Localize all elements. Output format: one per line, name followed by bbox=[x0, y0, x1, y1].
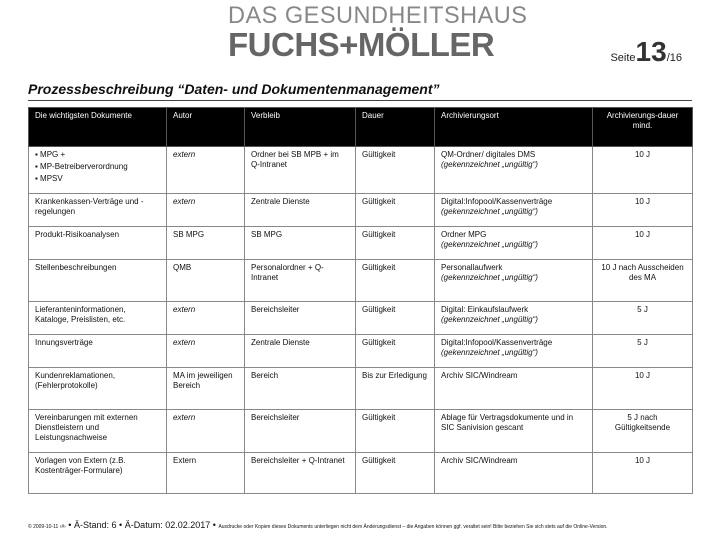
cell-document-line: Kundenreklamationen, (Fehlerprotokolle) bbox=[35, 371, 116, 390]
cell-document bbox=[29, 194, 167, 227]
archive-location: Digital: Einkaufslaufwerk bbox=[441, 305, 529, 314]
cell-document-line: Stellenbeschreibungen bbox=[35, 263, 117, 272]
cell-document-line: ▪ MPG + bbox=[35, 150, 66, 159]
cell-duration bbox=[356, 453, 435, 494]
col-header-duration: Dauer bbox=[356, 108, 435, 147]
page-total: /16 bbox=[666, 52, 682, 64]
cell-archive bbox=[435, 227, 593, 260]
col-header-documents: Die wichtigsten Dokumente bbox=[29, 108, 167, 147]
cell-location-text: Personalordner + Q-Intranet bbox=[251, 263, 324, 282]
cell-retention-text: 10 J bbox=[634, 197, 651, 206]
cell-location-text: SB MPG bbox=[251, 230, 283, 239]
footer-separator: • bbox=[68, 520, 72, 530]
cell-retention bbox=[593, 368, 693, 410]
cell-document bbox=[29, 410, 167, 453]
cell-location-text: Bereich bbox=[251, 371, 279, 380]
footer-revision-stand: Ä-Stand: 6 bbox=[73, 520, 117, 530]
cell-author-text: extern bbox=[173, 413, 196, 422]
footer-copyright: © 2009-10-11 ‹#› bbox=[28, 524, 66, 530]
cell-retention-text: 5 J bbox=[637, 305, 648, 314]
cell-document bbox=[29, 368, 167, 410]
cell-document-line: Vorlagen von Extern (z.B. Kostenträger-Formulare) bbox=[35, 456, 126, 475]
cell-duration-text: Gültigkeit bbox=[362, 413, 396, 422]
footer-separator: • bbox=[119, 520, 123, 530]
cell-archive bbox=[435, 453, 593, 494]
cell-location bbox=[245, 335, 356, 368]
cell-archive bbox=[435, 335, 593, 368]
cell-location bbox=[245, 227, 356, 260]
cell-author bbox=[167, 453, 245, 494]
cell-retention-text: 5 J bbox=[637, 338, 648, 347]
archive-note: (gekennzeichnet „ungültig“) bbox=[441, 160, 538, 169]
cell-duration-text: Gültigkeit bbox=[362, 150, 396, 159]
cell-location bbox=[245, 194, 356, 227]
archive-note: (gekennzeichnet „ungültig“) bbox=[441, 240, 538, 249]
cell-retention bbox=[593, 227, 693, 260]
cell-document-line: Produkt-Risikoanalysen bbox=[35, 230, 120, 239]
cell-retention-text: 5 J nach Gültigkeitsende bbox=[614, 413, 671, 432]
cell-archive bbox=[435, 368, 593, 410]
cell-duration-text: Gültigkeit bbox=[362, 338, 396, 347]
table-row bbox=[29, 453, 693, 494]
cell-author-text: MA im jeweiligen Bereich bbox=[173, 371, 233, 390]
page-current: 13 bbox=[635, 36, 667, 67]
cell-document bbox=[29, 335, 167, 368]
cell-location bbox=[245, 410, 356, 453]
archive-note: (gekennzeichnet „ungültig“) bbox=[441, 348, 538, 357]
footer-disclaimer: Ausdrucke oder Kopien dieses Dokuments unterliegen nicht dem Änderungsdienst – die Angaben können ggf. veraltet sein! Bitte beziehen Sie sich stets auf die Online-Version. bbox=[218, 524, 608, 530]
archive-location: Personallaufwerk bbox=[441, 263, 503, 272]
cell-retention-text: 10 J bbox=[634, 150, 651, 159]
cell-retention-text: 10 J bbox=[634, 371, 651, 380]
cell-retention bbox=[593, 194, 693, 227]
cell-duration-text: Gültigkeit bbox=[362, 197, 396, 206]
archive-location: Ablage für Vertragsdokumente und in SIC Sanivision gescant bbox=[441, 413, 574, 432]
page-number bbox=[610, 36, 682, 68]
cell-archive bbox=[435, 410, 593, 453]
col-header-location: Verbleib bbox=[245, 108, 356, 147]
cell-duration bbox=[356, 368, 435, 410]
cell-archive bbox=[435, 260, 593, 302]
cell-retention-text: 10 J bbox=[634, 230, 651, 239]
cell-location-text: Zentrale Dienste bbox=[251, 197, 310, 206]
cell-author bbox=[167, 368, 245, 410]
cell-retention-text: 10 J nach Ausscheiden des MA bbox=[601, 263, 684, 282]
company-logo bbox=[228, 2, 528, 63]
archive-location: Archiv SIC/Windream bbox=[441, 371, 518, 380]
table-row bbox=[29, 147, 693, 194]
col-header-author: Autor bbox=[167, 108, 245, 147]
archive-location: Digital:Infopool/Kassenverträge bbox=[441, 197, 553, 206]
cell-archive bbox=[435, 147, 593, 194]
cell-document bbox=[29, 453, 167, 494]
cell-duration bbox=[356, 260, 435, 302]
table-header-row bbox=[29, 108, 693, 147]
cell-location bbox=[245, 302, 356, 335]
cell-document-line: Krankenkassen-Verträge und -regelungen bbox=[35, 197, 144, 216]
cell-author-text: extern bbox=[173, 305, 196, 314]
cell-document-line: ▪ MP-Betreiberverordnung bbox=[35, 162, 128, 171]
cell-archive bbox=[435, 302, 593, 335]
cell-duration bbox=[356, 194, 435, 227]
cell-location-text: Ordner bei SB MPB + im Q-Intranet bbox=[251, 150, 339, 169]
cell-document bbox=[29, 147, 167, 194]
cell-location bbox=[245, 260, 356, 302]
cell-location-text: Zentrale Dienste bbox=[251, 338, 310, 347]
cell-author-text: QMB bbox=[173, 263, 192, 272]
cell-location bbox=[245, 147, 356, 194]
cell-location-text: Bereichsleiter bbox=[251, 305, 300, 314]
archive-location: Archiv SIC/Windream bbox=[441, 456, 518, 465]
cell-author bbox=[167, 147, 245, 194]
cell-location bbox=[245, 368, 356, 410]
title-divider bbox=[28, 100, 692, 101]
footer-revision-date: Ä-Datum: 02.02.2017 bbox=[124, 520, 211, 530]
cell-duration-text: Gültigkeit bbox=[362, 456, 396, 465]
cell-author-text: Extern bbox=[173, 456, 197, 465]
cell-archive bbox=[435, 194, 593, 227]
logo-wordmark: FUCHS+MÖLLER bbox=[228, 26, 495, 63]
cell-retention bbox=[593, 335, 693, 368]
table-row bbox=[29, 302, 693, 335]
cell-location-text: Bereichsleiter bbox=[251, 413, 300, 422]
archive-location: QM-Ordner/ digitales DMS bbox=[441, 150, 536, 159]
table-row bbox=[29, 410, 693, 453]
cell-duration-text: Gültigkeit bbox=[362, 230, 396, 239]
page-label: Seite bbox=[610, 52, 636, 64]
cell-author bbox=[167, 335, 245, 368]
cell-document-line: ▪ MPSV bbox=[35, 174, 63, 183]
table-row bbox=[29, 335, 693, 368]
cell-retention bbox=[593, 260, 693, 302]
archive-location: Digital:Infopool/Kassenverträge bbox=[441, 338, 553, 347]
archive-note: (gekennzeichnet „ungültig“) bbox=[441, 273, 538, 282]
cell-duration bbox=[356, 302, 435, 335]
cell-retention bbox=[593, 410, 693, 453]
table-row bbox=[29, 368, 693, 410]
cell-document-line: Lieferanteninformationen, Kataloge, Preislisten, etc. bbox=[35, 305, 126, 324]
cell-author-text: extern bbox=[173, 197, 196, 206]
archive-note: (gekennzeichnet „ungültig“) bbox=[441, 207, 538, 216]
archive-note: (gekennzeichnet „ungültig“) bbox=[441, 315, 538, 324]
page-title: Prozessbeschreibung “Daten- und Dokumentenmanagement” bbox=[28, 81, 440, 97]
cell-duration bbox=[356, 147, 435, 194]
cell-retention bbox=[593, 147, 693, 194]
cell-duration bbox=[356, 410, 435, 453]
col-header-archive: Archivierungsort bbox=[435, 108, 593, 147]
cell-duration-text: Bis zur Erledigung bbox=[362, 371, 427, 380]
cell-duration-text: Gültigkeit bbox=[362, 263, 396, 272]
cell-author bbox=[167, 194, 245, 227]
col-header-retention: Archivierungs-dauer mind. bbox=[593, 108, 693, 147]
cell-location-text: Bereichsleiter + Q-Intranet bbox=[251, 456, 345, 465]
cell-retention-text: 10 J bbox=[634, 456, 651, 465]
cell-location bbox=[245, 453, 356, 494]
logo-tagline: DAS GESUNDHEITSHAUS bbox=[228, 2, 528, 29]
cell-document bbox=[29, 227, 167, 260]
cell-author-text: SB MPG bbox=[173, 230, 205, 239]
documents-table bbox=[28, 107, 693, 494]
cell-duration bbox=[356, 227, 435, 260]
table-row bbox=[29, 227, 693, 260]
footer-separator: • bbox=[212, 520, 216, 530]
cell-author bbox=[167, 260, 245, 302]
table-row bbox=[29, 260, 693, 302]
cell-retention bbox=[593, 302, 693, 335]
cell-author-text: extern bbox=[173, 150, 196, 159]
cell-author bbox=[167, 302, 245, 335]
cell-duration-text: Gültigkeit bbox=[362, 305, 396, 314]
cell-retention bbox=[593, 453, 693, 494]
table-row bbox=[29, 194, 693, 227]
archive-location: Ordner MPG bbox=[441, 230, 487, 239]
cell-document bbox=[29, 260, 167, 302]
cell-author bbox=[167, 227, 245, 260]
cell-document bbox=[29, 302, 167, 335]
cell-duration bbox=[356, 335, 435, 368]
cell-document-line: Innungsverträge bbox=[35, 338, 93, 347]
cell-document-line: Vereinbarungen mit externen Dienstleistern und Leistungsnachweise bbox=[35, 413, 138, 442]
page-footer bbox=[28, 520, 708, 530]
cell-author bbox=[167, 410, 245, 453]
cell-author-text: extern bbox=[173, 338, 196, 347]
